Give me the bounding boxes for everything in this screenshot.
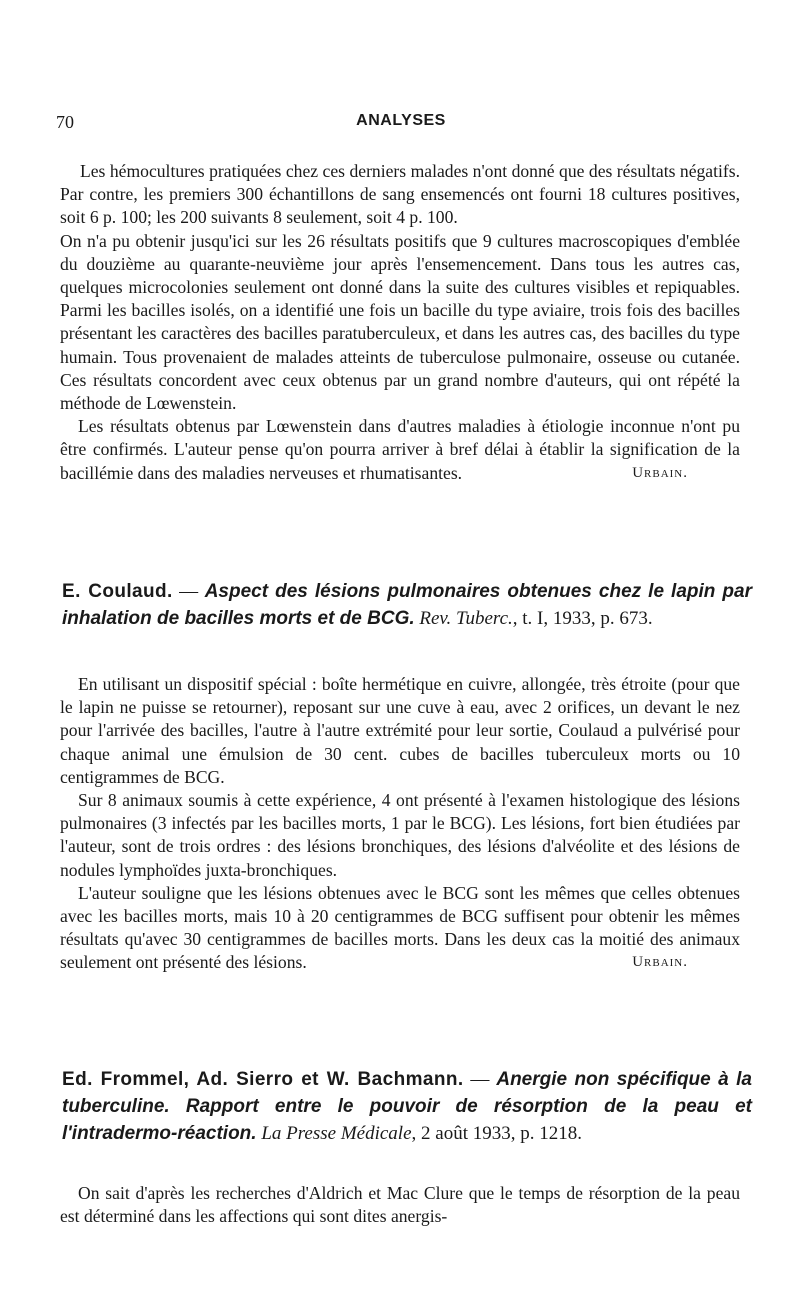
bibliographic-entry [62, 578, 752, 632]
entry-citation: , t. I, 1933, p. 673. [512, 608, 653, 629]
paragraph: On n'a pu obtenir jusqu'ici sur les 26 résultats positifs que 9 cultures macroscopiques d'emblée du douzième au quarante-neuvième jour après l'ensemencement. Dans tous les autres cas, quelques microcolonies seulement ont donné dans la suite des cultures visibles et repiquables. Parmi les bacilles isolés, on a identifié une fois un bacille du type aviaire, trois fois des bacilles présentant les caractères des bacilles paratuberculeux, et dans les autres cas, des bacilles du type humain. Tous provenaient de malades atteints de tuberculose pulmonaire, osseuse ou cutanée. Ces résultats concordent avec ceux obtenus par un grand nombre d'auteurs, qui ont répété la méthode de Lœwenstein. [60, 230, 740, 414]
running-head: ANALYSES [356, 112, 446, 129]
signature: Urbain. [632, 464, 688, 481]
analysis-continued [60, 160, 740, 485]
paragraph: En utilisant un dispositif spécial : boîte hermétique en cuivre, allongée, très étroite (pour que le lapin ne puisse se retourner), reposant sur une cuve à eau, avec 2 orifices, un devant le nez pour l'arrivée des bacilles, l'autre à l'autre extrémité pour leur sortie, Coulaud a pulvérisé pour chaque animal une émulsion de 30 cent. cubes de bacilles tuberculeux morts ou 10 centigrammes de BCG. [60, 674, 740, 787]
entry-author: Ed. Frommel, Ad. Sierro et W. Bachmann. [62, 1069, 464, 1090]
bibliographic-entry [62, 1066, 752, 1147]
entry-title: Aspect des lésions pulmonaires obtenues chez le lapin par inhalation de bacilles morts et de BCG. [62, 581, 753, 629]
signature: Urbain. [632, 954, 688, 971]
paragraph: Les résultats obtenus par Lœwenstein dans d'autres maladies à étiologie inconnue n'ont pu être confirmés. L'auteur pense qu'on pourra arriver à bref délai à établir la signification de la bacillémie dans des maladies nerveuses et rhumatisantes. [60, 416, 740, 483]
entry-heading [62, 578, 752, 632]
entry-heading [62, 1066, 752, 1147]
entry-journal: La Presse Médicale [261, 1123, 412, 1144]
paragraph: Sur 8 animaux soumis à cette expérience, 4 ont présenté à l'examen histologique des lésions pulmonaires (3 infectés par les bacilles morts, 1 par le BCG). Les lésions, fort bien étudiées par l'auteur, sont de trois ordres : des lésions bronchiques, des lésions d'alvéolite et des lésions de nodules lymphoïdes juxta-bronchiques. [60, 790, 740, 880]
page-header [56, 112, 746, 136]
page-number: 70 [56, 112, 74, 132]
analysis-body [60, 673, 740, 975]
entry-journal: Rev. Tuberc. [419, 608, 513, 629]
entry-title: Anergie non spécifique à la tuberculine. Rapport entre le pouvoir de résorption de la peau et l'intradermo-réaction. [62, 1069, 752, 1144]
entry-author: E. Coulaud. [62, 581, 173, 602]
paragraph: L'auteur souligne que les lésions obtenues avec le BCG sont les mêmes que celles obtenues avec les bacilles morts, mais 10 à 20 centigrammes de BCG suffisent pour obtenir les mêmes résultats qu'avec 30 centigrammes de bacilles morts. Dans les deux cas la moitié des animaux seulement ont présenté des lésions. [60, 882, 740, 973]
analysis-body [60, 1182, 740, 1228]
entry-dash: — [463, 1069, 497, 1090]
entry-citation: , 2 août 1933, p. 1218. [411, 1123, 582, 1144]
paragraph: On sait d'après les recherches d'Aldrich et Mac Clure que le temps de résorption de la peau est déterminé dans les affections qui sont dites anergis- [60, 1183, 740, 1227]
paragraph: Les hémocultures pratiquées chez ces derniers malades n'ont donné que des résultats négatifs. Par contre, les premiers 300 échantillons de sang ensemencés ont fourni 18 cultures positives, soit 6 p. 100; les 200 suivants 8 seulement, soit 4 p. 100. [60, 161, 740, 228]
entry-dash: — [172, 581, 205, 602]
